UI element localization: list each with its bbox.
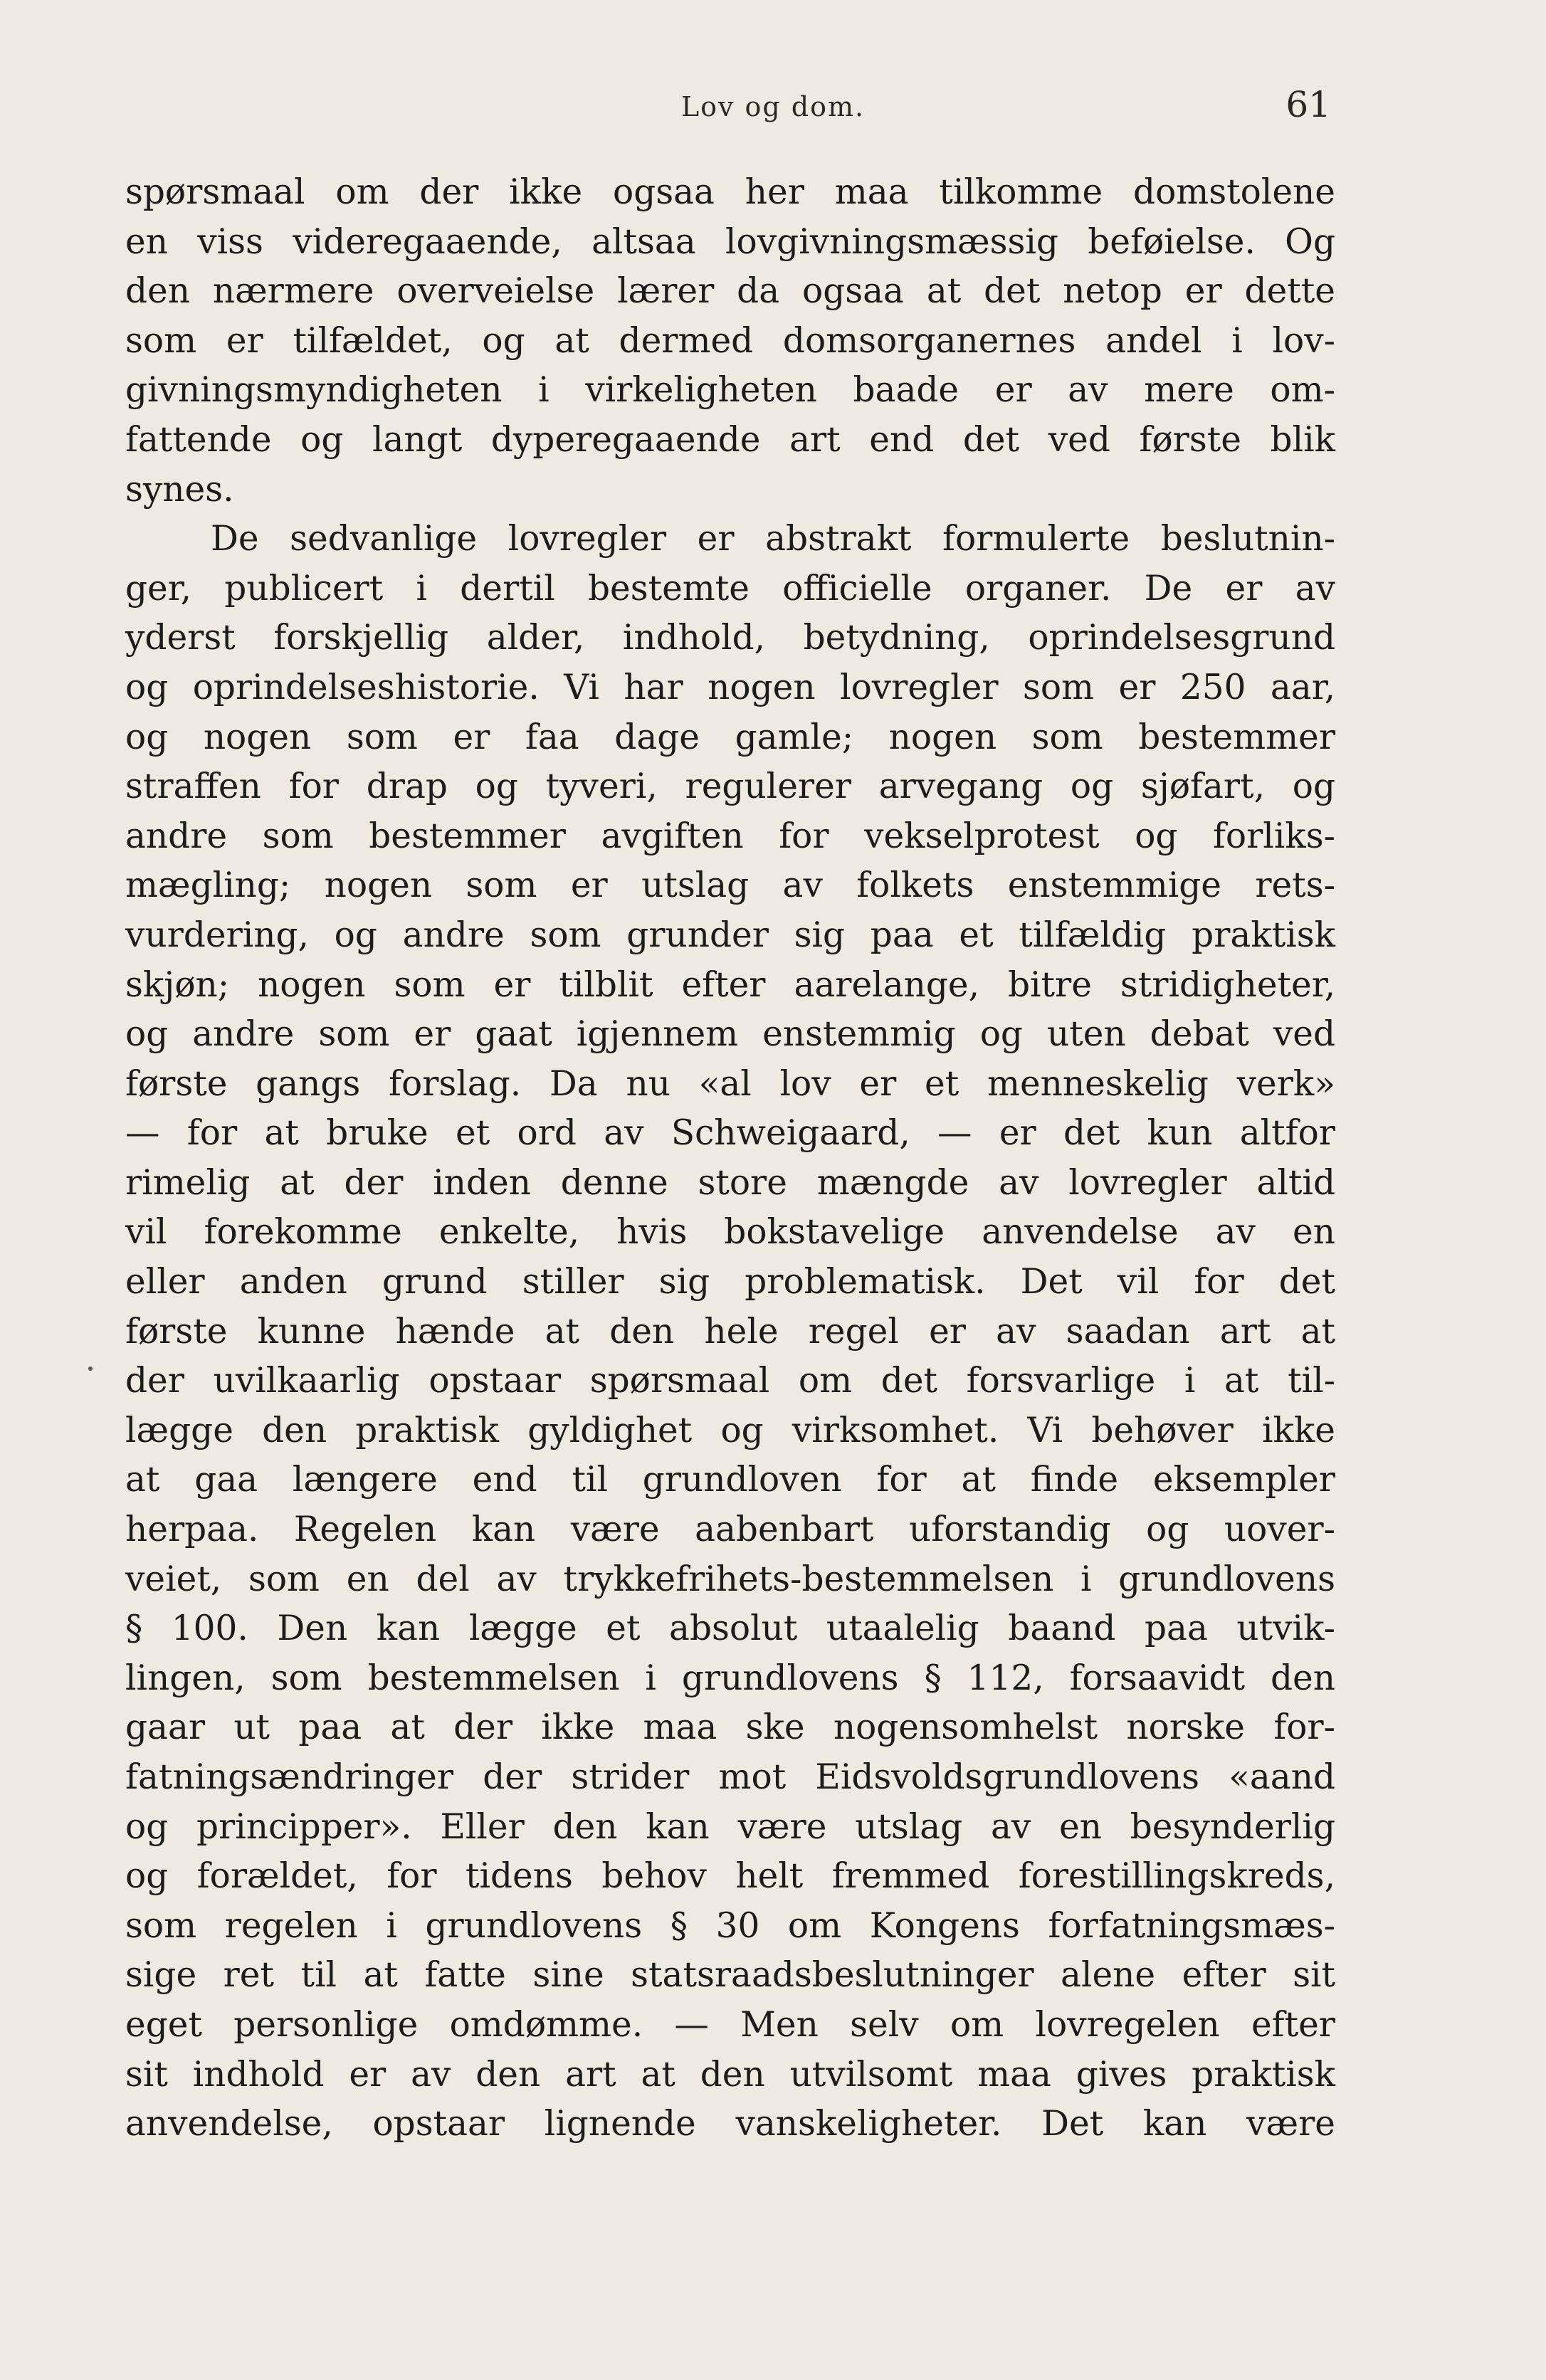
- text-line: yderst forskjellig alder, indhold, betydning, oprindelsesgrund: [125, 618, 1335, 658]
- text-line: eget personlige omdømme. — Men selv om lovregelen efter: [125, 2004, 1335, 2045]
- text-line: og nogen som er faa dage gamle; nogen som bestemmer: [125, 717, 1335, 757]
- text-line: gaar ut paa at der ikke maa ske nogensomhelst norske for-: [125, 1707, 1335, 1748]
- text-line: og oprindelseshistorie. Vi har nogen lovregler som er 250 aar,: [125, 667, 1335, 707]
- text-line: spørsmaal om der ikke ogsaa her maa tilkomme domstolene: [125, 172, 1335, 212]
- print-speck: [88, 1367, 93, 1371]
- text-line: mægling; nogen som er utslag av folkets enstemmige rets-: [125, 865, 1335, 906]
- text-line: og andre som er gaat igjennem enstemmig og uten debat ved: [125, 1014, 1335, 1055]
- text-line: en viss videregaaende, altsaa lovgivningsmæssig beføielse. Og: [125, 221, 1335, 262]
- page-number: 61: [1285, 84, 1331, 125]
- text-line: første gangs forslag. Da nu «al lov er et menneskelig verk»: [125, 1063, 1335, 1104]
- running-title: Lov og dom.: [680, 91, 866, 122]
- text-line: sit indhold er av den art at den utvilsomt maa gives praktisk: [125, 2054, 1335, 2095]
- body-text: [125, 168, 1335, 2149]
- text-line: ger, publicert i dertil bestemte officielle organer. De er av: [125, 568, 1335, 609]
- text-line: anvendelse, opstaar lignende vanskeligheter. Det kan være: [125, 2104, 1335, 2144]
- text-line: fatningsændringer der strider mot Eidsvoldsgrundlovens «aand: [125, 1757, 1335, 1797]
- text-line: vurdering, og andre som grunder sig paa et tilfældig praktisk: [125, 915, 1335, 955]
- text-line: som regelen i grundlovens § 30 om Kongens forfatningsmæs-: [125, 1905, 1335, 1946]
- text-line: De sedvanlige lovregler er abstrakt formulerte beslutnin-: [211, 519, 1335, 559]
- text-line: — for at bruke et ord av Schweigaard, — er det kun altfor: [125, 1113, 1335, 1154]
- text-line: veiet, som en del av trykkefrihets-bestemmelsen i grundlovens: [125, 1559, 1335, 1599]
- text-line: givningsmyndigheten i virkeligheten baade er av mere om-: [125, 370, 1335, 411]
- text-line: lægge den praktisk gyldighet og virksomhet. Vi behøver ikke: [125, 1410, 1335, 1450]
- text-line: eller anden grund stiller sig problematisk. Det vil for det: [125, 1262, 1335, 1302]
- text-line: og forældet, for tidens behov helt fremmed forestillingskreds,: [125, 1856, 1335, 1897]
- text-line: herpaa. Regelen kan være aabenbart uforstandig og uover-: [125, 1510, 1335, 1550]
- text-line: at gaa længere end til grundloven for at finde eksempler: [125, 1460, 1335, 1500]
- text-line: første kunne hænde at den hele regel er av saadan art at: [125, 1311, 1335, 1352]
- text-line: vil forekomme enkelte, hvis bokstavelige anvendelse av en: [125, 1212, 1335, 1253]
- text-line: § 100. Den kan lægge et absolut utaalelig baand paa utvik-: [125, 1608, 1335, 1649]
- text-line: fattende og langt dyperegaaende art end det ved første blik: [125, 419, 1335, 460]
- text-line: og principper». Eller den kan være utslag av en besynderlig: [125, 1806, 1335, 1847]
- text-line: skjøn; nogen som er tilblit efter aarelange, bitre stridigheter,: [125, 964, 1335, 1005]
- text-line: sige ret til at fatte sine statsraadsbeslutninger alene efter sit: [125, 1955, 1335, 1996]
- text-line: den nærmere overveielse lærer da ogsaa at det netop er dette: [125, 271, 1335, 312]
- text-line: rimelig at der inden denne store mængde av lovregler altid: [125, 1162, 1335, 1203]
- text-line: lingen, som bestemmelsen i grundlovens § 112, forsaavidt den: [125, 1658, 1335, 1698]
- running-head: [0, 84, 1546, 141]
- text-line: straffen for drap og tyveri, regulerer arvegang og sjøfart, og: [125, 767, 1335, 807]
- text-line: som er tilfældet, og at dermed domsorganernes andel i lov-: [125, 320, 1335, 361]
- text-line: andre som bestemmer avgiften for vekselprotest og forliks-: [125, 816, 1335, 856]
- text-line: der uvilkaarlig opstaar spørsmaal om det forsvarlige i at til-: [125, 1361, 1335, 1401]
- text-line: synes.: [125, 469, 234, 510]
